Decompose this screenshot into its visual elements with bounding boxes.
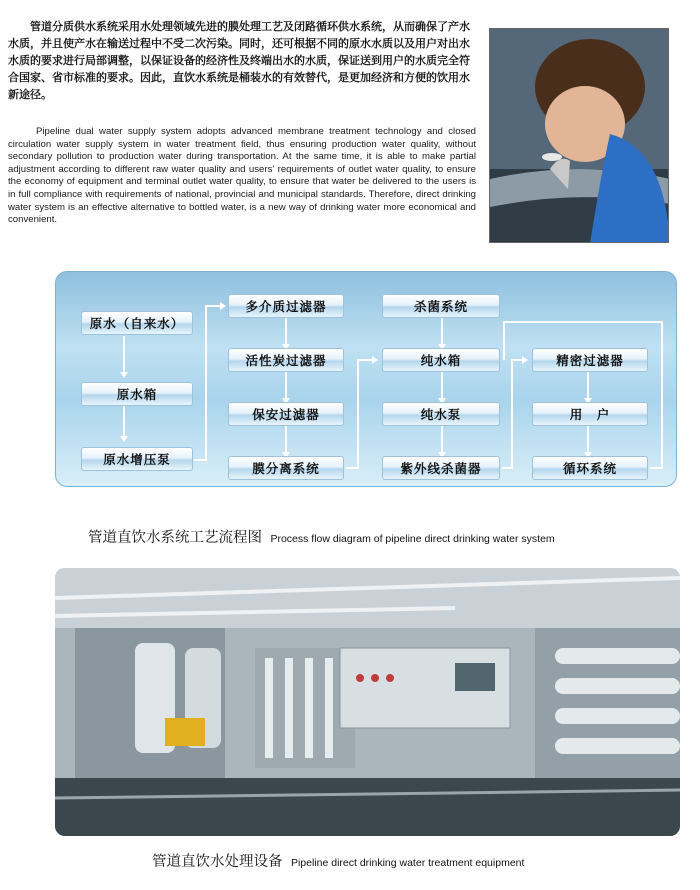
flow-box-raw-water-booster-pump: 原水增压泵 <box>81 447 193 471</box>
plant-caption-chinese: 管道直饮水处理设备 <box>152 854 283 870</box>
intro-english-paragraph: Pipeline dual water supply system adopts advanced membrane treatment technology and closed circulation water supply system in water treatment field, thus ensuring production water quality, without secondary pollution to production water during transportation. At the same time, it is able to make partial adjustment according to different raw water quality and users' requirements of outlet water quality, to ensure the economy of equipment and terminal outlet water quality, to ensure that water be delivered to the users is in full compliance with requirements of national, provincial and municipal standards. Therefore, direct drinking water system is an effective alternative to bottled water, is a new way of drinking water more economical and convenient. <box>8 126 476 226</box>
flow-box-circulation-system: 循环系统 <box>532 456 648 480</box>
photo-boy-illustration <box>490 29 669 243</box>
flow-box-pure-water-tank: 纯水箱 <box>382 348 500 372</box>
intro-chinese-paragraph: 管道分质供水系统采用水处理领域先进的膜处理工艺及闭路循环供水系统，从而确保了产水水质，并且使产水在输送过程中不受二次污染。同时，还可根据不同的原水水质以及用户对出水水质的要求进行局部调整，以保证设备的经济性及终端出水的水质，保证送到用户的水质完全符合国家、省市标准的要求。因此，直饮水系统是桶装水的有效替代，是更加经济和方便的饮用水新途径。 <box>8 20 470 101</box>
flow-box-membrane-separation: 膜分离系统 <box>228 456 344 480</box>
photo-treatment-equipment <box>55 568 680 836</box>
plant-caption-english: Pipeline direct drinking water treatment equipment <box>290 857 525 869</box>
flow-diagram-caption <box>88 526 555 547</box>
flow-box-user: 用 户 <box>532 402 648 426</box>
flow-box-pure-water-pump: 纯水泵 <box>382 402 500 426</box>
flow-box-uv-sterilizer: 紫外线杀菌器 <box>382 456 500 480</box>
flow-box-sterilization-system: 杀菌系统 <box>382 294 500 318</box>
flow-box-security-filter: 保安过滤器 <box>228 402 344 426</box>
flow-box-multimedia-filter: 多介质过滤器 <box>228 294 344 318</box>
flow-box-raw-water: 原水（自来水） <box>81 311 193 335</box>
photo-equipment-illustration <box>55 568 680 836</box>
flow-caption-english: Process flow diagram of pipeline direct drinking water system <box>270 533 555 545</box>
flow-box-activated-carbon-filter: 活性炭过滤器 <box>228 348 344 372</box>
flow-caption-chinese: 管道直饮水系统工艺流程图 <box>88 530 262 546</box>
process-flow-diagram <box>55 271 677 487</box>
photo-boy-drinking <box>489 28 669 243</box>
flow-box-raw-water-tank: 原水箱 <box>81 382 193 406</box>
equipment-photo-caption <box>152 850 524 871</box>
flow-box-precision-filter: 精密过滤器 <box>532 348 648 372</box>
